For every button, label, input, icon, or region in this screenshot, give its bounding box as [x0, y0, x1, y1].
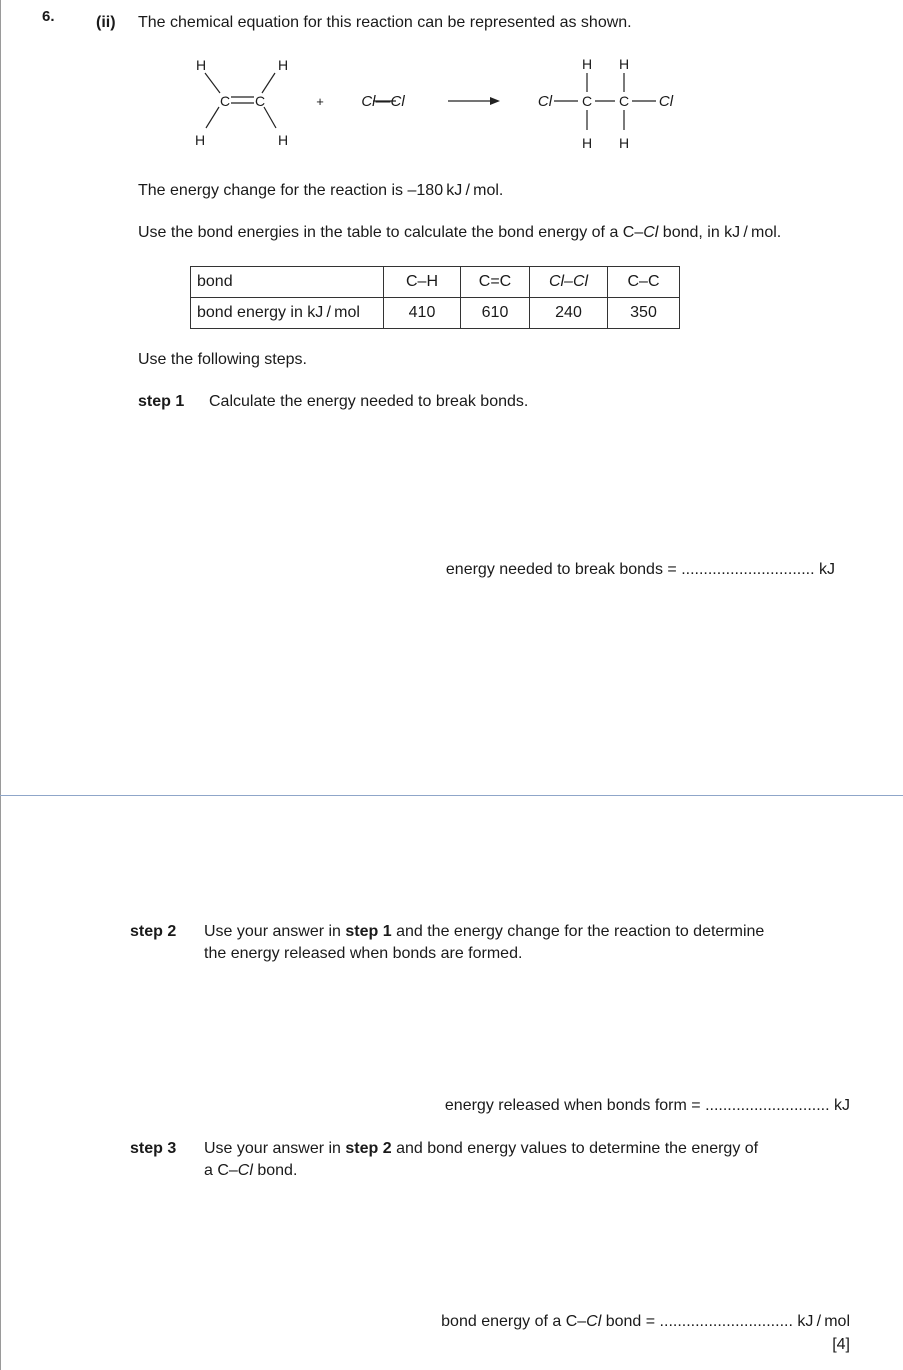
step2-unit: kJ: [834, 1097, 850, 1114]
instruction-suffix: bond, in kJ / mol.: [658, 224, 782, 241]
step3-unit: kJ / mol: [797, 1313, 850, 1330]
step1-text: Calculate the energy needed to break bonds.: [209, 393, 529, 410]
product-atom: C: [618, 93, 630, 109]
product-atom: H: [618, 135, 630, 151]
product-atom: Cl: [658, 93, 674, 110]
table-header-energy: bond energy in kJ / mol: [191, 298, 384, 329]
step3-text-line1: [204, 1140, 758, 1158]
step2-label: step 2: [130, 923, 177, 940]
table-row: [191, 298, 680, 329]
plus-sign: +: [316, 94, 324, 109]
ethene-atom: H: [277, 57, 289, 73]
step1-answer-blank[interactable]: ..............................: [681, 561, 815, 578]
ethene-bond-h4: [264, 107, 276, 128]
page-left-edge: [0, 0, 1, 1370]
table-bond-ch: C–H: [384, 267, 461, 298]
ethene-bond-h1: [205, 73, 220, 93]
product-atom: H: [581, 56, 593, 72]
question-part: (ii): [96, 14, 116, 31]
instruction-text: [138, 224, 781, 242]
energy-change-statement: The energy change for the reaction is –180 kJ / mol.: [138, 182, 504, 199]
step3-text-b: and bond energy values to determine the energy of: [391, 1140, 759, 1157]
table-bond-clcl: Cl–Cl: [530, 267, 608, 298]
table-row: [191, 267, 680, 298]
ethene-atom: H: [194, 132, 206, 148]
ethene-atom: H: [195, 57, 207, 73]
step3-line2-a: a C–: [204, 1162, 238, 1179]
table-value-clcl: 240: [530, 298, 608, 329]
step1-answer-label: energy needed to break bonds =: [445, 561, 677, 578]
product-atom: H: [581, 135, 593, 151]
step3-line2-b: bond.: [252, 1162, 298, 1179]
step1-label: step 1: [138, 393, 185, 410]
product-atom: H: [618, 56, 630, 72]
question-intro: The chemical equation for this reaction can be represented as shown.: [138, 14, 632, 31]
page-divider: [0, 795, 903, 796]
step3-text-bold: step 2: [345, 1140, 392, 1157]
step1-unit: kJ: [819, 561, 835, 578]
step2-text-bold: step 1: [345, 923, 392, 940]
table-value-ch: 410: [384, 298, 461, 329]
table-value-cc-double: 610: [461, 298, 530, 329]
instruction-prefix: Use the bond energies in the table to calculate the bond energy of a C–: [138, 224, 644, 241]
step2-text-a: Use your answer in: [204, 923, 346, 940]
step1-answer-line: [446, 561, 835, 579]
chemical-equation: [0, 0, 903, 160]
step3-answer-line: [441, 1313, 850, 1331]
ethene-atom: H: [277, 132, 289, 148]
instruction-cl: Cl: [643, 224, 659, 241]
step3-line2-cl: Cl: [237, 1162, 253, 1179]
chlorine-molecule: Cl—Cl: [361, 93, 405, 110]
step3-label: step 3: [130, 1140, 177, 1157]
table-bond-cc-double: C=C: [461, 267, 530, 298]
ethene-atom: C: [219, 93, 231, 109]
step3-answer-blank[interactable]: ..............................: [659, 1313, 793, 1330]
table-value-cc: 350: [608, 298, 680, 329]
table-header-bond: bond: [191, 267, 384, 298]
bond-energy-table: [190, 266, 680, 329]
ethene-bond-h3: [206, 107, 219, 128]
step2-answer-blank[interactable]: ............................: [705, 1097, 830, 1114]
step2-answer-label: energy released when bonds form =: [444, 1097, 701, 1114]
table-bond-cc: C–C: [608, 267, 680, 298]
step3-answer-label-a: bond energy of a C–: [441, 1313, 587, 1330]
steps-intro: Use the following steps.: [138, 351, 307, 368]
step3-answer-label-cl: Cl: [586, 1313, 602, 1330]
step3-text-line2: [204, 1162, 297, 1180]
step2-answer-line: [445, 1097, 850, 1115]
question-number: 6.: [42, 8, 55, 25]
step2-text-b: and the energy change for the reaction to determine: [391, 923, 765, 940]
marks-indicator: [4]: [832, 1336, 850, 1353]
step2-text-line1: [204, 923, 764, 941]
reaction-arrow-head: [490, 97, 500, 105]
step3-answer-label-b: bond =: [601, 1313, 656, 1330]
product-atom: Cl: [537, 93, 553, 110]
product-atom: C: [581, 93, 593, 109]
ethene-atom: C: [254, 93, 266, 109]
ethene-bond-h2: [262, 73, 275, 93]
step3-text-a: Use your answer in: [204, 1140, 346, 1157]
step2-text-line2: the energy released when bonds are formed.: [204, 945, 523, 962]
